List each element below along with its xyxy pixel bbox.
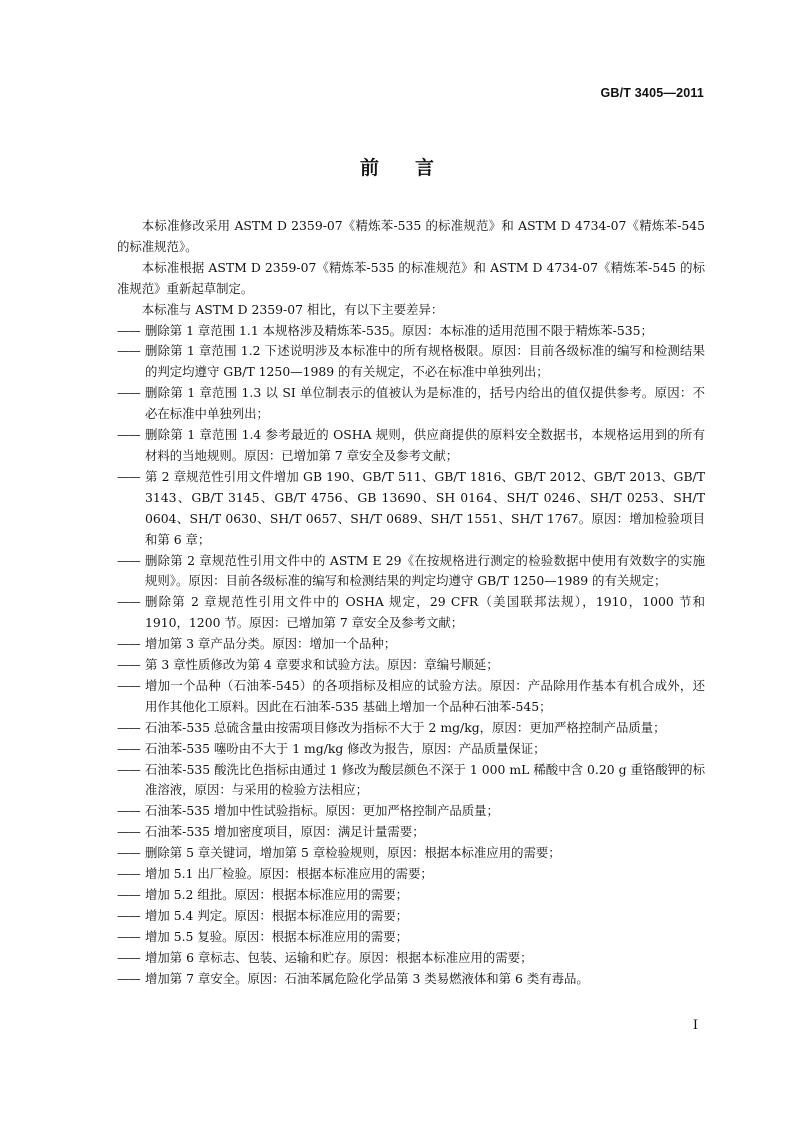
difference-item — [117, 927, 705, 948]
dash-marker: —— — [117, 887, 140, 902]
difference-item — [117, 467, 705, 551]
difference-item — [117, 843, 705, 864]
difference-item — [117, 383, 705, 425]
dash-marker: —— — [117, 845, 140, 861]
difference-item — [117, 592, 705, 634]
dash-marker: —— — [117, 949, 140, 965]
page-number: I — [692, 1018, 698, 1033]
difference-text: 增加第 7 章安全。原因：石油苯属危险化学品第 3 类易燃液体和第 6 类有毒品。 — [145, 970, 589, 986]
dash-marker: —— — [117, 761, 140, 777]
difference-item — [117, 822, 705, 843]
dash-marker: —— — [117, 322, 140, 338]
difference-item — [117, 760, 705, 802]
dash-marker: —— — [117, 343, 140, 359]
dash-marker: —— — [117, 385, 140, 401]
intro-paragraph-1: 本标准修改采用 ASTM D 2359-07《精炼苯-535 的标准规范》和 ASTM D 4734-07《精炼苯-545 的标准规范》。 — [117, 218, 705, 254]
intro-paragraph-3: 本标准与 ASTM D 2359-07 相比，有以下主要差异： — [141, 301, 444, 317]
difference-text: 删除第 1 章范围 1.2 下述说明涉及本标准中的所有规格极限。原因：目前各级标准的编写和检测结果的判定均遵守 GB/T 1250—1989 的有关规定，不必在标准中单独列出； — [145, 343, 705, 380]
difference-text: 增加 5.1 出厂检验。原因：根据本标准应用的需要； — [145, 866, 433, 882]
difference-text: 第 3 章性质修改为第 4 章要求和试验方法。原因：章编号顺延； — [145, 657, 499, 673]
difference-text: 增加 5.5 复验。原因：根据本标准应用的需要； — [145, 928, 409, 944]
dash-marker: —— — [117, 657, 140, 673]
difference-item — [117, 321, 705, 342]
difference-item — [117, 676, 705, 718]
difference-item — [117, 425, 705, 467]
difference-text: 删除第 2 章规范性引用文件中的 OSHA 规定，29 CFR（美国联邦法规），1910，1000 节和 1910，1200 节。原因：已增加第 7 章安全及参考文献； — [145, 594, 705, 631]
difference-text: 石油苯-535 酸洗比色指标由通过 1 修改为酸层颜色不深于 1 000 mL 稀酸中含 0.20 g 重铬酸钾的标准溶液，原因：与采用的检验方法相应； — [145, 761, 705, 798]
dash-marker: —— — [117, 468, 140, 484]
difference-text: 石油苯-535 增加密度项目，原因：满足计量需要； — [145, 824, 425, 840]
dash-marker: —— — [117, 427, 140, 443]
intro-paragraph-2: 本标准根据 ASTM D 2359-07《精炼苯-535 的标准规范》和 ASTM D 4734-07《精炼苯-545 的标准规范》重新起草制定。 — [117, 259, 705, 296]
difference-item — [117, 906, 705, 927]
difference-item — [117, 634, 705, 655]
difference-text: 增加第 3 章产品分类。原因：增加一个品种； — [145, 636, 397, 652]
difference-text: 增加 5.4 判定。原因：根据本标准应用的需要； — [145, 907, 409, 923]
difference-text: 石油苯-535 总硫含量由按需项目修改为指标不大于 2 mg/kg，原因：更加严格控制产品质量； — [145, 719, 666, 735]
difference-item — [117, 739, 705, 760]
standard-code: GB/T 3405—2011 — [600, 86, 704, 100]
difference-item — [117, 948, 705, 969]
dash-marker: —— — [117, 740, 140, 756]
difference-text: 删除第 1 章范围 1.1 本规格涉及精炼苯-535。原因：本标准的适用范围不限于精炼苯-535； — [145, 322, 653, 338]
dash-marker: —— — [117, 803, 140, 819]
dash-marker: —— — [117, 824, 140, 840]
difference-item — [117, 801, 705, 822]
difference-text: 石油苯-535 噻吩由不大于 1 mg/kg 修改为报告，原因：产品质量保证； — [145, 740, 546, 756]
difference-text: 第 2 章规范性引用文件增加 GB 190、GB/T 511、GB/T 1816、GB/T 2012、GB/T 2013、GB/T 3143、GB/T 3145、GB/T 4756、GB 13690、SH 0164、SH/T 0246、SH/T 0253、SH/T 0604、SH/T 0630、SH/T 0657、SH/T 0689、SH/T 1551、SH/T 1767。原因：增加检验项目和第 6 章； — [145, 468, 705, 547]
difference-item — [117, 551, 705, 593]
difference-item — [117, 864, 705, 885]
differences-list — [117, 321, 705, 990]
dash-marker: —— — [117, 636, 140, 652]
dash-marker: —— — [117, 866, 140, 882]
difference-item — [117, 341, 705, 383]
difference-text: 删除第 1 章范围 1.3 以 SI 单位制表示的值被认为是标准的，括号内给出的值仅提供参考。原因：不必在标准中单独列出； — [145, 385, 705, 422]
difference-text: 增加第 6 章标志、包装、运输和贮存。原因：根据本标准应用的需要； — [145, 949, 533, 965]
dash-marker: —— — [117, 594, 140, 610]
difference-text: 删除第 2 章规范性引用文件中的 ASTM E 29《在按规格进行测定的检验数据中使用有效数字的实施规则》。原因：目前各级标准的编写和检测结果的判定均遵守 GB/T 1250—1989 的有关规定； — [145, 552, 705, 589]
page-title: 前言 — [359, 157, 470, 179]
dash-marker: —— — [117, 970, 140, 986]
document-body — [117, 216, 705, 990]
difference-item — [117, 969, 705, 990]
difference-text: 增加 5.2 组批。原因：根据本标准应用的需要； — [145, 887, 409, 902]
difference-text: 石油苯-535 增加中性试验指标。原因：更加严格控制产品质量； — [145, 803, 499, 819]
difference-text: 删除第 5 章关键词，增加第 5 章检验规则，原因：根据本标准应用的需要； — [145, 845, 561, 861]
difference-text: 删除第 1 章范围 1.4 参考最近的 OSHA 规则，供应商提供的原料安全数据书，本规格运用到的所有材料的当地规则。原因：已增加第 7 章安全及参考文献； — [145, 427, 705, 463]
dash-marker: —— — [117, 928, 140, 944]
difference-item — [117, 655, 705, 676]
difference-text: 增加一个品种（石油苯-545）的各项指标及相应的试验方法。原因：产品除用作基本有机合成外，还用作其他化工原料。因此在石油苯-535 基础上增加一个品种石油苯-545； — [145, 677, 705, 714]
dash-marker: —— — [117, 552, 140, 568]
difference-item — [117, 718, 705, 739]
dash-marker: —— — [117, 907, 140, 923]
difference-item — [117, 885, 705, 906]
dash-marker: —— — [117, 677, 140, 693]
dash-marker: —— — [117, 719, 140, 735]
